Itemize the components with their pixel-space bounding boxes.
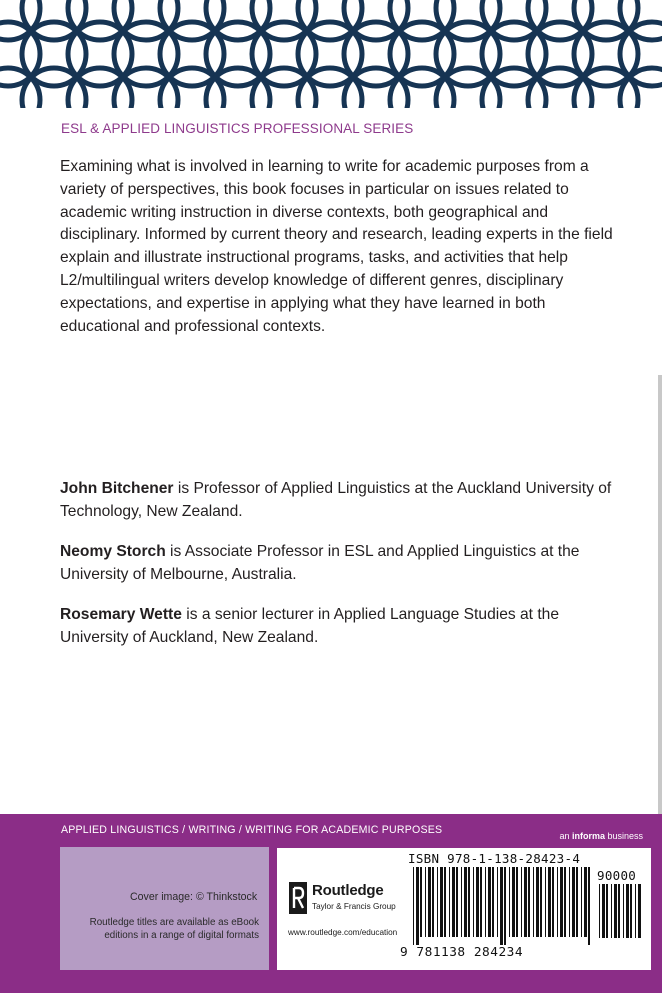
price-code: 90000 bbox=[597, 868, 637, 883]
cover-info-panel bbox=[60, 847, 269, 970]
author-bio-text: is a senior lecturer in Applied Language Studies at the University of Auckland, New Zealand. bbox=[60, 606, 560, 646]
cover-image-credit: Cover image: © Thinkstock bbox=[130, 891, 258, 903]
ebook-availability-note: Routledge titles are available as eBook editions in a range of digital formats bbox=[89, 917, 259, 942]
routledge-logo-icon bbox=[289, 882, 307, 914]
author-name: John Bitchener bbox=[60, 480, 174, 497]
author-bio-storch bbox=[60, 541, 620, 586]
informa-suffix: business bbox=[604, 831, 643, 841]
author-name: Rosemary Wette bbox=[60, 606, 182, 623]
ean-barcode bbox=[413, 867, 590, 945]
book-description: Examining what is involved in learning to write for academic purposes from a variety of perspectives, this book focuses in particular on issues related to academic writing instruction in diverse contexts, both geographical and disciplinary. Informed by current theory and research, leading experts in the field explain and illustrate instructional programs, tasks, and activities that help L2/multilingual writers develop knowledge of different genres, disciplinary expectations, and expertise in applying what they have learned in both educational and professional contexts. bbox=[60, 158, 613, 335]
publisher-name: Routledge bbox=[312, 882, 384, 899]
ean-number: 9 781138 284234 bbox=[400, 945, 524, 960]
author-name: Neomy Storch bbox=[60, 543, 166, 560]
author-bio-bitchener bbox=[60, 478, 620, 523]
author-bio-text: is Professor of Applied Linguistics at the Auckland University of Technology, New Zealand. bbox=[60, 480, 612, 520]
subject-categories: APPLIED LINGUISTICS / WRITING / WRITING FOR ACADEMIC PURPOSES bbox=[61, 824, 443, 836]
price-barcode bbox=[599, 884, 642, 946]
cover-edge-shadow bbox=[658, 375, 662, 815]
informa-brand: informa bbox=[571, 831, 605, 841]
series-title: ESL & APPLIED LINGUISTICS PROFESSIONAL SERIES bbox=[61, 121, 414, 136]
informa-tagline bbox=[559, 831, 643, 841]
author-bio-text: is Associate Professor in ESL and Applied Linguistics at the University of Melbourne, Australia. bbox=[60, 543, 580, 583]
isbn-label: ISBN 978-1-138-28423-4 bbox=[408, 851, 581, 866]
publisher-url: www.routledge.com/education bbox=[288, 928, 398, 937]
informa-prefix: an bbox=[559, 831, 572, 841]
circle-lattice-pattern bbox=[0, 0, 662, 108]
publisher-group: Taylor & Francis Group bbox=[312, 902, 396, 911]
author-bio-wette bbox=[60, 604, 620, 649]
